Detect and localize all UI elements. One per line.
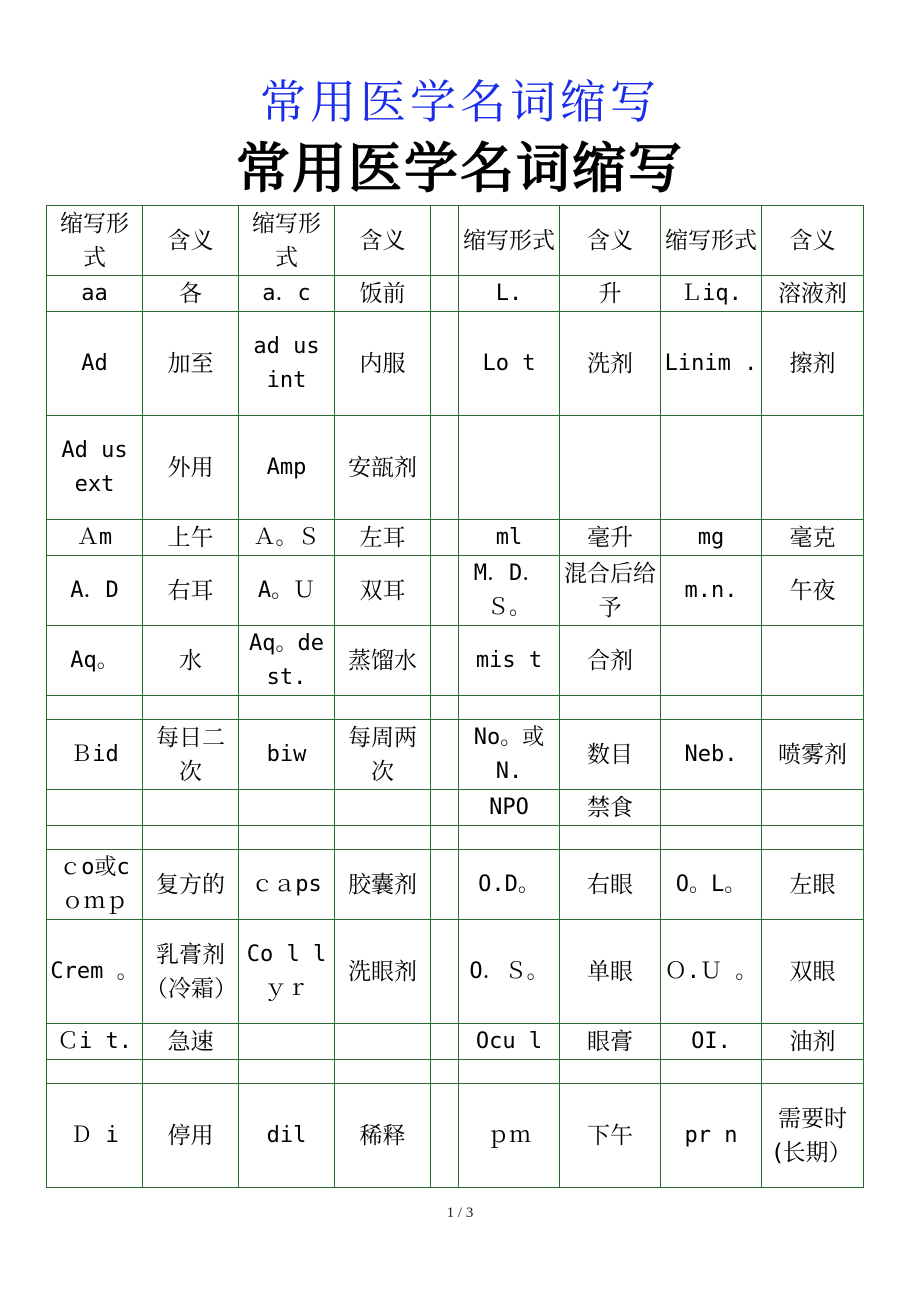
abbreviation-cell [459, 416, 560, 520]
meaning-cell: 溶液剂 [762, 276, 864, 312]
meaning-cell [335, 826, 431, 850]
abbreviation-cell: Ａm [47, 520, 143, 556]
abbreviation-cell: Aq。de st. [239, 626, 335, 696]
table-row [47, 920, 864, 1024]
table-row [47, 1060, 864, 1084]
meaning-cell: 停用 [143, 1084, 239, 1188]
column-gap [431, 696, 459, 720]
abbreviation-cell: a．c [239, 276, 335, 312]
abbreviation-cell: ｃａps [239, 850, 335, 920]
table-row [47, 626, 864, 696]
meaning-cell: 毫升 [560, 520, 661, 556]
abbreviation-cell: Neb. [661, 720, 762, 790]
abbreviation-cell: L. [459, 276, 560, 312]
abbreviation-cell [661, 696, 762, 720]
meaning-cell: 复方的 [143, 850, 239, 920]
abbreviation-cell: O.D。 [459, 850, 560, 920]
abbreviation-cell: Ｂid [47, 720, 143, 790]
abbreviation-cell [47, 826, 143, 850]
abbreviation-cell: NPO [459, 790, 560, 826]
header-meaning: 含义 [335, 206, 431, 276]
meaning-cell [762, 696, 864, 720]
meaning-cell [560, 416, 661, 520]
meaning-cell [560, 696, 661, 720]
meaning-cell: 加至 [143, 312, 239, 416]
column-gap [431, 312, 459, 416]
meaning-cell [143, 790, 239, 826]
meaning-cell: 需要时(长期） [762, 1084, 864, 1188]
table-row [47, 276, 864, 312]
abbreviation-cell: Amp [239, 416, 335, 520]
meaning-cell [335, 1024, 431, 1060]
meaning-cell: 禁食 [560, 790, 661, 826]
meaning-cell: 每周两次 [335, 720, 431, 790]
meaning-cell: 右耳 [143, 556, 239, 626]
abbreviation-cell [459, 1060, 560, 1084]
abbreviation-cell: biw [239, 720, 335, 790]
meaning-cell: 毫克 [762, 520, 864, 556]
abbreviation-cell: Linim . [661, 312, 762, 416]
abbreviation-cell [661, 626, 762, 696]
column-gap [431, 556, 459, 626]
header-abbreviation: 缩写形式 [459, 206, 560, 276]
meaning-cell [335, 696, 431, 720]
meaning-cell [560, 826, 661, 850]
abbreviation-cell: O。L。 [661, 850, 762, 920]
abbreviation-cell: OI. [661, 1024, 762, 1060]
column-gap [431, 1024, 459, 1060]
abbreviation-cell: Co l l ｙｒ [239, 920, 335, 1024]
abbreviation-cell [661, 790, 762, 826]
meaning-cell: 油剂 [762, 1024, 864, 1060]
abbreviation-cell: ｐｍ [459, 1084, 560, 1188]
abbreviation-cell: Ad us ext [47, 416, 143, 520]
column-gap [431, 276, 459, 312]
meaning-cell: 左耳 [335, 520, 431, 556]
abbreviation-cell [47, 1060, 143, 1084]
header-meaning: 含义 [560, 206, 661, 276]
header-meaning: 含义 [762, 206, 864, 276]
table-row [47, 826, 864, 850]
meaning-cell: 左眼 [762, 850, 864, 920]
table-row [47, 1084, 864, 1188]
abbreviation-cell: A．D [47, 556, 143, 626]
abbreviation-cell [661, 826, 762, 850]
column-gap [431, 206, 459, 276]
meaning-cell: 单眼 [560, 920, 661, 1024]
abbreviation-cell: ml [459, 520, 560, 556]
abbreviation-cell: mg [661, 520, 762, 556]
abbreviation-cell [47, 790, 143, 826]
abbreviation-cell [239, 790, 335, 826]
abbreviation-cell: Ｌiq. [661, 276, 762, 312]
abbreviation-cell: Ｏ.Ｕ 。 [661, 920, 762, 1024]
abbreviation-cell: Ｄ i [47, 1084, 143, 1188]
abbreviation-cell [47, 696, 143, 720]
meaning-cell: 午夜 [762, 556, 864, 626]
column-gap [431, 1060, 459, 1084]
abbreviation-cell: mis t [459, 626, 560, 696]
page-title-blue: 常用医学名词缩写 [260, 75, 660, 129]
table-row [47, 312, 864, 416]
meaning-cell: 安瓿剂 [335, 416, 431, 520]
meaning-cell: 乳膏剂（冷霜） [143, 920, 239, 1024]
abbreviation-table [46, 205, 864, 1188]
table-row [47, 696, 864, 720]
meaning-cell [762, 790, 864, 826]
table-header-row [47, 206, 864, 276]
table-row [47, 720, 864, 790]
abbreviation-cell [239, 1024, 335, 1060]
meaning-cell: 稀释 [335, 1084, 431, 1188]
meaning-cell [143, 696, 239, 720]
abbreviation-cell [661, 1060, 762, 1084]
meaning-cell [560, 1060, 661, 1084]
abbreviation-cell [239, 1060, 335, 1084]
abbreviation-cell: O．Ｓ。 [459, 920, 560, 1024]
abbreviation-cell [459, 826, 560, 850]
page-title-black: 常用医学名词缩写 [236, 137, 684, 200]
table-row [47, 790, 864, 826]
abbreviation-cell: No。或 N. [459, 720, 560, 790]
column-gap [431, 1084, 459, 1188]
abbreviation-cell: Ad [47, 312, 143, 416]
meaning-cell: 蒸馏水 [335, 626, 431, 696]
meaning-cell: 上午 [143, 520, 239, 556]
meaning-cell [143, 826, 239, 850]
table-row [47, 850, 864, 920]
column-gap [431, 850, 459, 920]
meaning-cell [143, 1060, 239, 1084]
table-row [47, 416, 864, 520]
abbreviation-cell: Aq。 [47, 626, 143, 696]
meaning-cell: 双眼 [762, 920, 864, 1024]
meaning-cell [762, 826, 864, 850]
column-gap [431, 626, 459, 696]
meaning-cell: 胶囊剂 [335, 850, 431, 920]
meaning-cell: 各 [143, 276, 239, 312]
table-row [47, 520, 864, 556]
column-gap [431, 920, 459, 1024]
abbreviation-cell: Crem 。 [47, 920, 143, 1024]
abbreviation-cell [459, 696, 560, 720]
meaning-cell: 合剂 [560, 626, 661, 696]
meaning-cell: 擦剂 [762, 312, 864, 416]
abbreviation-cell: dil [239, 1084, 335, 1188]
meaning-cell: 内服 [335, 312, 431, 416]
meaning-cell: 水 [143, 626, 239, 696]
meaning-cell: 双耳 [335, 556, 431, 626]
meaning-cell: 下午 [560, 1084, 661, 1188]
meaning-cell [335, 790, 431, 826]
column-gap [431, 720, 459, 790]
meaning-cell: 洗剂 [560, 312, 661, 416]
meaning-cell: 洗眼剂 [335, 920, 431, 1024]
meaning-cell [762, 416, 864, 520]
abbreviation-cell: Lo t [459, 312, 560, 416]
header-abbreviation: 缩写形式 [661, 206, 762, 276]
abbreviation-cell: m.n. [661, 556, 762, 626]
header-abbreviation: 缩写形式 [239, 206, 335, 276]
meaning-cell: 眼膏 [560, 1024, 661, 1060]
header-abbreviation: 缩写形式 [47, 206, 143, 276]
meaning-cell [762, 626, 864, 696]
header-meaning: 含义 [143, 206, 239, 276]
column-gap [431, 416, 459, 520]
abbreviation-cell: ad us int [239, 312, 335, 416]
abbreviation-cell: A。Ｕ [239, 556, 335, 626]
abbreviation-cell [661, 416, 762, 520]
abbreviation-cell: pr n [661, 1084, 762, 1188]
abbreviation-cell: Ocu l [459, 1024, 560, 1060]
abbreviation-cell: ｃo或c ｏｍｐ [47, 850, 143, 920]
abbreviation-cell: aa [47, 276, 143, 312]
abbreviation-cell: Ｃi t. [47, 1024, 143, 1060]
meaning-cell [762, 1060, 864, 1084]
meaning-cell: 升 [560, 276, 661, 312]
abbreviation-cell [239, 696, 335, 720]
meaning-cell: 右眼 [560, 850, 661, 920]
meaning-cell: 混合后给予 [560, 556, 661, 626]
page-number: 1 / 3 [446, 1205, 474, 1221]
meaning-cell: 急速 [143, 1024, 239, 1060]
meaning-cell [335, 1060, 431, 1084]
meaning-cell: 饭前 [335, 276, 431, 312]
table-row [47, 1024, 864, 1060]
column-gap [431, 520, 459, 556]
meaning-cell: 每日二次 [143, 720, 239, 790]
meaning-cell: 喷雾剂 [762, 720, 864, 790]
column-gap [431, 826, 459, 850]
meaning-cell: 外用 [143, 416, 239, 520]
meaning-cell: 数目 [560, 720, 661, 790]
abbreviation-cell: M．D． Ｓ。 [459, 556, 560, 626]
table-row [47, 556, 864, 626]
column-gap [431, 790, 459, 826]
abbreviation-cell: Ａ。Ｓ [239, 520, 335, 556]
abbreviation-cell [239, 826, 335, 850]
